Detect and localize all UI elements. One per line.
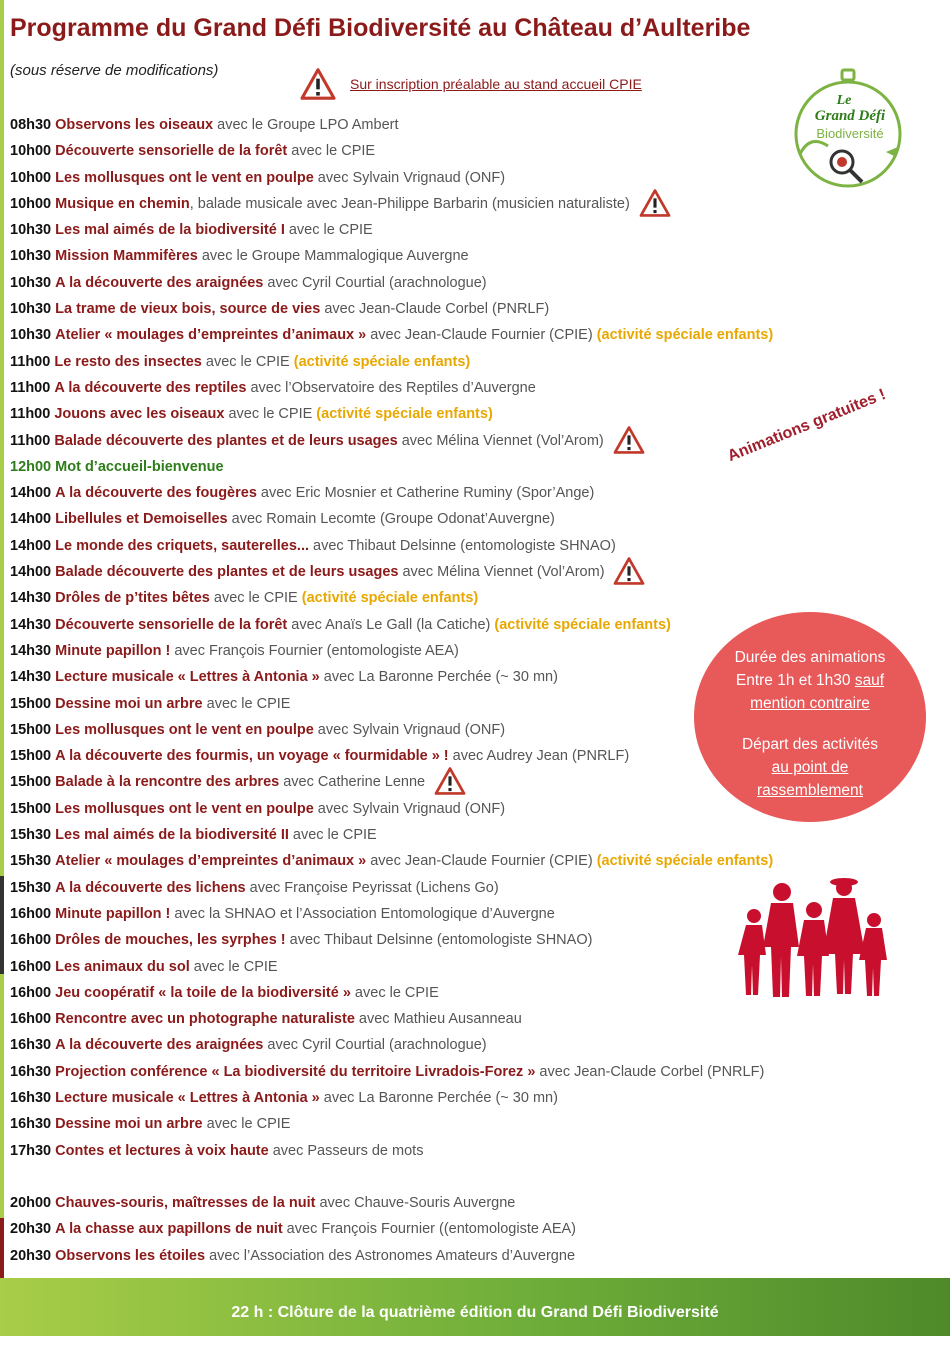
registration-notice-text[interactable]: Sur inscription préalable au stand accueil CPIE	[350, 76, 642, 92]
schedule-time: 11h00	[10, 406, 51, 423]
schedule-host: avec Jean-Claude Corbel (PNRLF)	[320, 301, 550, 318]
schedule-row	[10, 585, 930, 611]
schedule-row	[10, 165, 930, 191]
schedule-row	[10, 217, 930, 243]
schedule-activity: Projection conférence « La biodiversité du territoire Livradois-Forez »	[55, 1063, 536, 1080]
schedule-host: avec La Baronne Perchée (~ 30 mn)	[319, 1089, 558, 1106]
schedule-host: avec l’Association des Astronomes Amateurs d’Auvergne	[205, 1247, 576, 1264]
schedule-time: 10h30	[10, 274, 52, 291]
schedule-activity: Contes et lectures à voix haute	[55, 1142, 269, 1159]
schedule-host: avec Jean-Claude Fournier (CPIE)	[366, 327, 597, 344]
schedule-host: avec François Fournier ((entomologiste AEA)	[282, 1221, 576, 1238]
left-accent-bar-bottom	[0, 1218, 4, 1278]
info-duration-range: Entre 1h et 1h30 sauf	[735, 672, 885, 689]
schedule-activity: Libellules et Demoiselles	[55, 511, 228, 528]
schedule-activity: Mission Mammifères	[55, 248, 198, 265]
schedule-host: avec Sylvain Vrignaud (ONF)	[313, 169, 506, 186]
schedule-special-tag: (activité spéciale enfants)	[596, 853, 774, 870]
schedule-special-tag: (activité spéciale enfants)	[494, 616, 671, 633]
schedule-time: 17h30	[10, 1142, 52, 1159]
schedule-host: avec Sylvain Vrignaud (ONF)	[313, 721, 506, 738]
schedule-row	[10, 1138, 930, 1164]
schedule-time: 16h30	[10, 1089, 52, 1106]
schedule-activity: Mot d’accueil-bienvenue	[55, 458, 224, 475]
schedule-host: avec Mélina Viennet (Vol’Arom)	[398, 564, 605, 581]
svg-text:Le: Le	[836, 93, 852, 108]
schedule-row	[10, 1190, 930, 1216]
schedule-row	[10, 243, 930, 269]
schedule-time: 20h30	[10, 1247, 52, 1264]
schedule-time: 16h00	[10, 932, 52, 949]
schedule-row	[10, 349, 930, 375]
schedule-time: 16h00	[10, 1011, 52, 1028]
schedule-time: 10h00	[10, 169, 52, 186]
schedule-activity: Les animaux du sol	[55, 958, 190, 975]
schedule-row	[10, 1006, 930, 1032]
schedule-time: 16h30	[10, 1063, 52, 1080]
schedule-activity: Les mollusques ont le vent en poulpe	[55, 800, 314, 817]
schedule-time: 14h30	[10, 642, 52, 659]
schedule-host: avec la SHNAO et l’Association Entomologique d’Auvergne	[170, 905, 555, 922]
schedule-activity: Les mollusques ont le vent en poulpe	[55, 721, 314, 738]
info-circle	[694, 612, 926, 822]
schedule-activity: Rencontre avec un photographe naturaliste	[55, 1011, 355, 1028]
schedule-host: avec le CPIE	[288, 827, 377, 844]
schedule-time: 15h00	[10, 695, 52, 712]
schedule-activity: Dessine moi un arbre	[55, 1116, 203, 1133]
schedule-special-tag: (activité spéciale enfants)	[316, 406, 493, 423]
info-duration-title: Durée des animations	[734, 649, 886, 666]
schedule-host: avec Jean-Claude Fournier (CPIE)	[366, 853, 597, 870]
schedule-activity: Jouons avec les oiseaux	[54, 406, 225, 423]
schedule-row	[10, 375, 930, 401]
schedule-activity: Découverte sensorielle de la forêt	[55, 143, 288, 160]
schedule-time: 20h30	[10, 1221, 52, 1238]
left-accent-bar-top	[0, 0, 4, 876]
schedule-row	[10, 428, 930, 454]
schedule-time: 15h30	[10, 853, 52, 870]
registration-notice	[300, 67, 642, 101]
schedule-host: avec La Baronne Perchée (~ 30 mn)	[319, 669, 558, 686]
schedule-time: 11h00	[10, 432, 51, 449]
schedule-activity: A la découverte des araignées	[55, 274, 264, 291]
schedule-activity: Musique en chemin	[55, 195, 190, 212]
schedule-time: 14h00	[10, 537, 52, 554]
schedule-host: avec le Groupe Mammalogique Auvergne	[197, 248, 469, 265]
schedule-activity: Découverte sensorielle de la forêt	[55, 616, 288, 633]
schedule-time: 15h00	[10, 748, 52, 765]
schedule-activity: A la découverte des reptiles	[54, 379, 247, 396]
schedule-host: avec Passeurs de mots	[268, 1142, 424, 1159]
schedule-time: 16h00	[10, 984, 52, 1001]
schedule-host: avec Thibaut Delsinne (entomologiste SHNAO)	[285, 932, 593, 949]
schedule-row	[10, 1111, 930, 1137]
footer-closing-banner: 22 h : Clôture de la quatrième édition du Grand Défi Biodiversité	[0, 1278, 950, 1336]
schedule-row	[10, 191, 930, 217]
schedule-special-tag: (activité spéciale enfants)	[301, 590, 479, 607]
schedule-host: avec Anaïs Le Gall (la Catiche)	[287, 616, 495, 633]
schedule-time: 14h30	[10, 590, 52, 607]
schedule-activity: Les mollusques ont le vent en poulpe	[55, 169, 314, 186]
schedule-activity: Minute papillon !	[55, 642, 171, 659]
schedule-host: avec Romain Lecomte (Groupe Odonat’Auvergne)	[227, 511, 555, 528]
schedule-row	[10, 559, 930, 585]
schedule-time: 14h30	[10, 616, 52, 633]
registration-warning-icon	[638, 189, 672, 217]
left-accent-bar-low	[0, 974, 4, 1218]
schedule-activity: A la chasse aux papillons de nuit	[55, 1221, 283, 1238]
schedule-activity: A la découverte des lichens	[55, 879, 246, 896]
schedule-host: avec le CPIE	[287, 143, 376, 160]
schedule-time: 14h00	[10, 511, 52, 528]
schedule-host: avec Catherine Lenne	[279, 774, 426, 791]
schedule-host: avec le CPIE	[202, 1116, 291, 1133]
schedule-time: 15h00	[10, 800, 52, 817]
schedule-host: avec Eric Mosnier et Catherine Ruminy (Spor’Ange)	[256, 485, 595, 502]
schedule-time: 16h30	[10, 1037, 52, 1054]
registration-warning-icon	[612, 557, 646, 585]
schedule-activity: Observons les oiseaux	[55, 117, 214, 133]
schedule-row	[10, 506, 930, 532]
schedule-activity: Drôles de mouches, les syrphes !	[55, 932, 286, 949]
schedule-special-tag: (activité spéciale enfants)	[596, 327, 774, 344]
schedule-host: avec Mélina Viennet (Vol’Arom)	[397, 432, 604, 449]
schedule-time: 15h00	[10, 774, 52, 791]
schedule-host: avec le CPIE	[202, 695, 291, 712]
schedule-row	[10, 1032, 930, 1058]
schedule-host: , balade musicale avec Jean-Philippe Barbarin (musicien naturaliste)	[189, 195, 630, 212]
schedule-time: 14h00	[10, 564, 52, 581]
schedule-time: 10h30	[10, 301, 52, 318]
schedule-time: 11h00	[10, 353, 51, 370]
schedule-row	[10, 822, 930, 848]
schedule-row	[10, 1059, 930, 1085]
schedule-row	[10, 1216, 930, 1242]
schedule-host: avec François Fournier (entomologiste AEA)	[170, 642, 459, 659]
schedule-activity: Drôles de p’tites bêtes	[55, 590, 210, 607]
schedule-activity: A la découverte des araignées	[55, 1037, 264, 1054]
schedule-time: 10h00	[10, 195, 52, 212]
schedule-host: avec Sylvain Vrignaud (ONF)	[313, 800, 506, 817]
schedule-activity: Le monde des criquets, sauterelles...	[55, 537, 309, 554]
svg-text:Biodiversité: Biodiversité	[816, 126, 884, 141]
schedule-row	[10, 296, 930, 322]
schedule-host: avec l’Observatoire des Reptiles d’Auvergne	[246, 379, 536, 396]
schedule-activity: Balade découverte des plantes et de leurs usages	[54, 432, 398, 449]
schedule-row	[10, 1243, 930, 1269]
info-departure-place-1: au point de	[771, 759, 849, 776]
schedule-activity: Observons les étoiles	[55, 1247, 206, 1264]
schedule-activity: Minute papillon !	[55, 905, 171, 922]
schedule-row	[10, 138, 930, 164]
schedule-activity: Chauves-souris, maîtresses de la nuit	[55, 1195, 316, 1212]
schedule-activity: Lecture musicale « Lettres à Antonia »	[55, 1089, 320, 1106]
schedule-host: avec Cyril Courtial (arachnologue)	[263, 1037, 487, 1054]
left-accent-bar-mid	[0, 876, 4, 974]
schedule-host: avec le CPIE	[189, 958, 278, 975]
warning-icon	[300, 68, 336, 100]
schedule-row	[10, 480, 930, 506]
schedule-row	[10, 270, 930, 296]
schedule-time: 08h30	[10, 117, 52, 133]
svg-text:Grand Défi: Grand Défi	[814, 108, 886, 124]
schedule-host: avec Audrey Jean (PNRLF)	[448, 748, 630, 765]
info-duration-note: mention contraire	[750, 695, 870, 712]
schedule-time: 15h30	[10, 879, 52, 896]
schedule-host: avec Cyril Courtial (arachnologue)	[263, 274, 487, 291]
schedule-time: 10h30	[10, 327, 52, 344]
schedule-activity: Le resto des insectes	[54, 353, 202, 370]
info-departure-place-2: rassemblement	[757, 782, 863, 799]
registration-warning-icon	[612, 426, 646, 454]
schedule-host: avec Chauve-Souris Auvergne	[315, 1195, 516, 1212]
schedule-activity: Lecture musicale « Lettres à Antonia »	[55, 669, 320, 686]
schedule-activity: Balade découverte des plantes et de leurs usages	[55, 564, 399, 581]
free-animations-banner: Animations gratuites !	[725, 386, 889, 466]
page-title: Programme du Grand Défi Biodiversité au Château d’Aulteribe	[10, 14, 751, 42]
schedule-time: 16h00	[10, 958, 52, 975]
schedule-activity: Atelier « moulages d’empreintes d’animaux »	[55, 853, 367, 870]
schedule-host: avec le CPIE	[284, 222, 373, 239]
schedule-host: avec Jean-Claude Corbel (PNRLF)	[535, 1063, 765, 1080]
registration-warning-icon	[433, 767, 467, 795]
schedule-row	[10, 401, 930, 427]
schedule-time: 10h00	[10, 143, 52, 160]
schedule-row	[10, 533, 930, 559]
schedule-host: avec le CPIE	[201, 353, 294, 370]
schedule-host: avec le CPIE	[350, 984, 439, 1001]
schedule-activity: Les mal aimés de la biodiversité II	[55, 827, 289, 844]
schedule-time: 11h00	[10, 379, 51, 396]
schedule-row	[10, 1085, 930, 1111]
schedule-host: avec Thibaut Delsinne (entomologiste SHNAO)	[309, 537, 616, 554]
schedule-activity: La trame de vieux bois, source de vies	[55, 301, 321, 318]
schedule-host: avec Mathieu Ausanneau	[354, 1011, 522, 1028]
family-silhouette-image	[738, 870, 890, 1000]
schedule-time: 16h00	[10, 905, 52, 922]
schedule-activity: Atelier « moulages d’empreintes d’animaux »	[55, 327, 367, 344]
schedule-host: avec le CPIE	[209, 590, 302, 607]
schedule-activity: A la découverte des fourmis, un voyage « fourmidable » !	[55, 748, 449, 765]
schedule-host: avec le CPIE	[224, 406, 317, 423]
schedule-activity: Balade à la rencontre des arbres	[55, 774, 280, 791]
schedule-activity: Dessine moi un arbre	[55, 695, 203, 712]
schedule-time: 16h30	[10, 1116, 52, 1133]
schedule-activity: A la découverte des fougères	[55, 485, 257, 502]
schedule-time: 14h30	[10, 669, 52, 686]
schedule-time: 20h00	[10, 1195, 52, 1212]
schedule-time: 10h30	[10, 248, 52, 265]
schedule-activity: Jeu coopératif « la toile de la biodiversité »	[55, 984, 351, 1001]
schedule-host: avec le Groupe LPO Ambert	[213, 117, 399, 133]
page-subtitle: (sous réserve de modifications)	[10, 62, 219, 79]
schedule-row	[10, 454, 930, 480]
schedule-row	[10, 112, 930, 138]
schedule-special-tag: (activité spéciale enfants)	[293, 353, 471, 370]
schedule-time: 12h00	[10, 458, 52, 475]
info-departure-title: Départ des activités	[741, 736, 879, 753]
schedule-time: 15h00	[10, 721, 52, 738]
schedule-row	[10, 322, 930, 348]
schedule-time: 10h30	[10, 222, 52, 239]
schedule-activity: Les mal aimés de la biodiversité I	[55, 222, 285, 239]
schedule-host: avec Françoise Peyrissat (Lichens Go)	[245, 879, 499, 896]
schedule-time: 15h30	[10, 827, 52, 844]
schedule-time: 14h00	[10, 485, 52, 502]
